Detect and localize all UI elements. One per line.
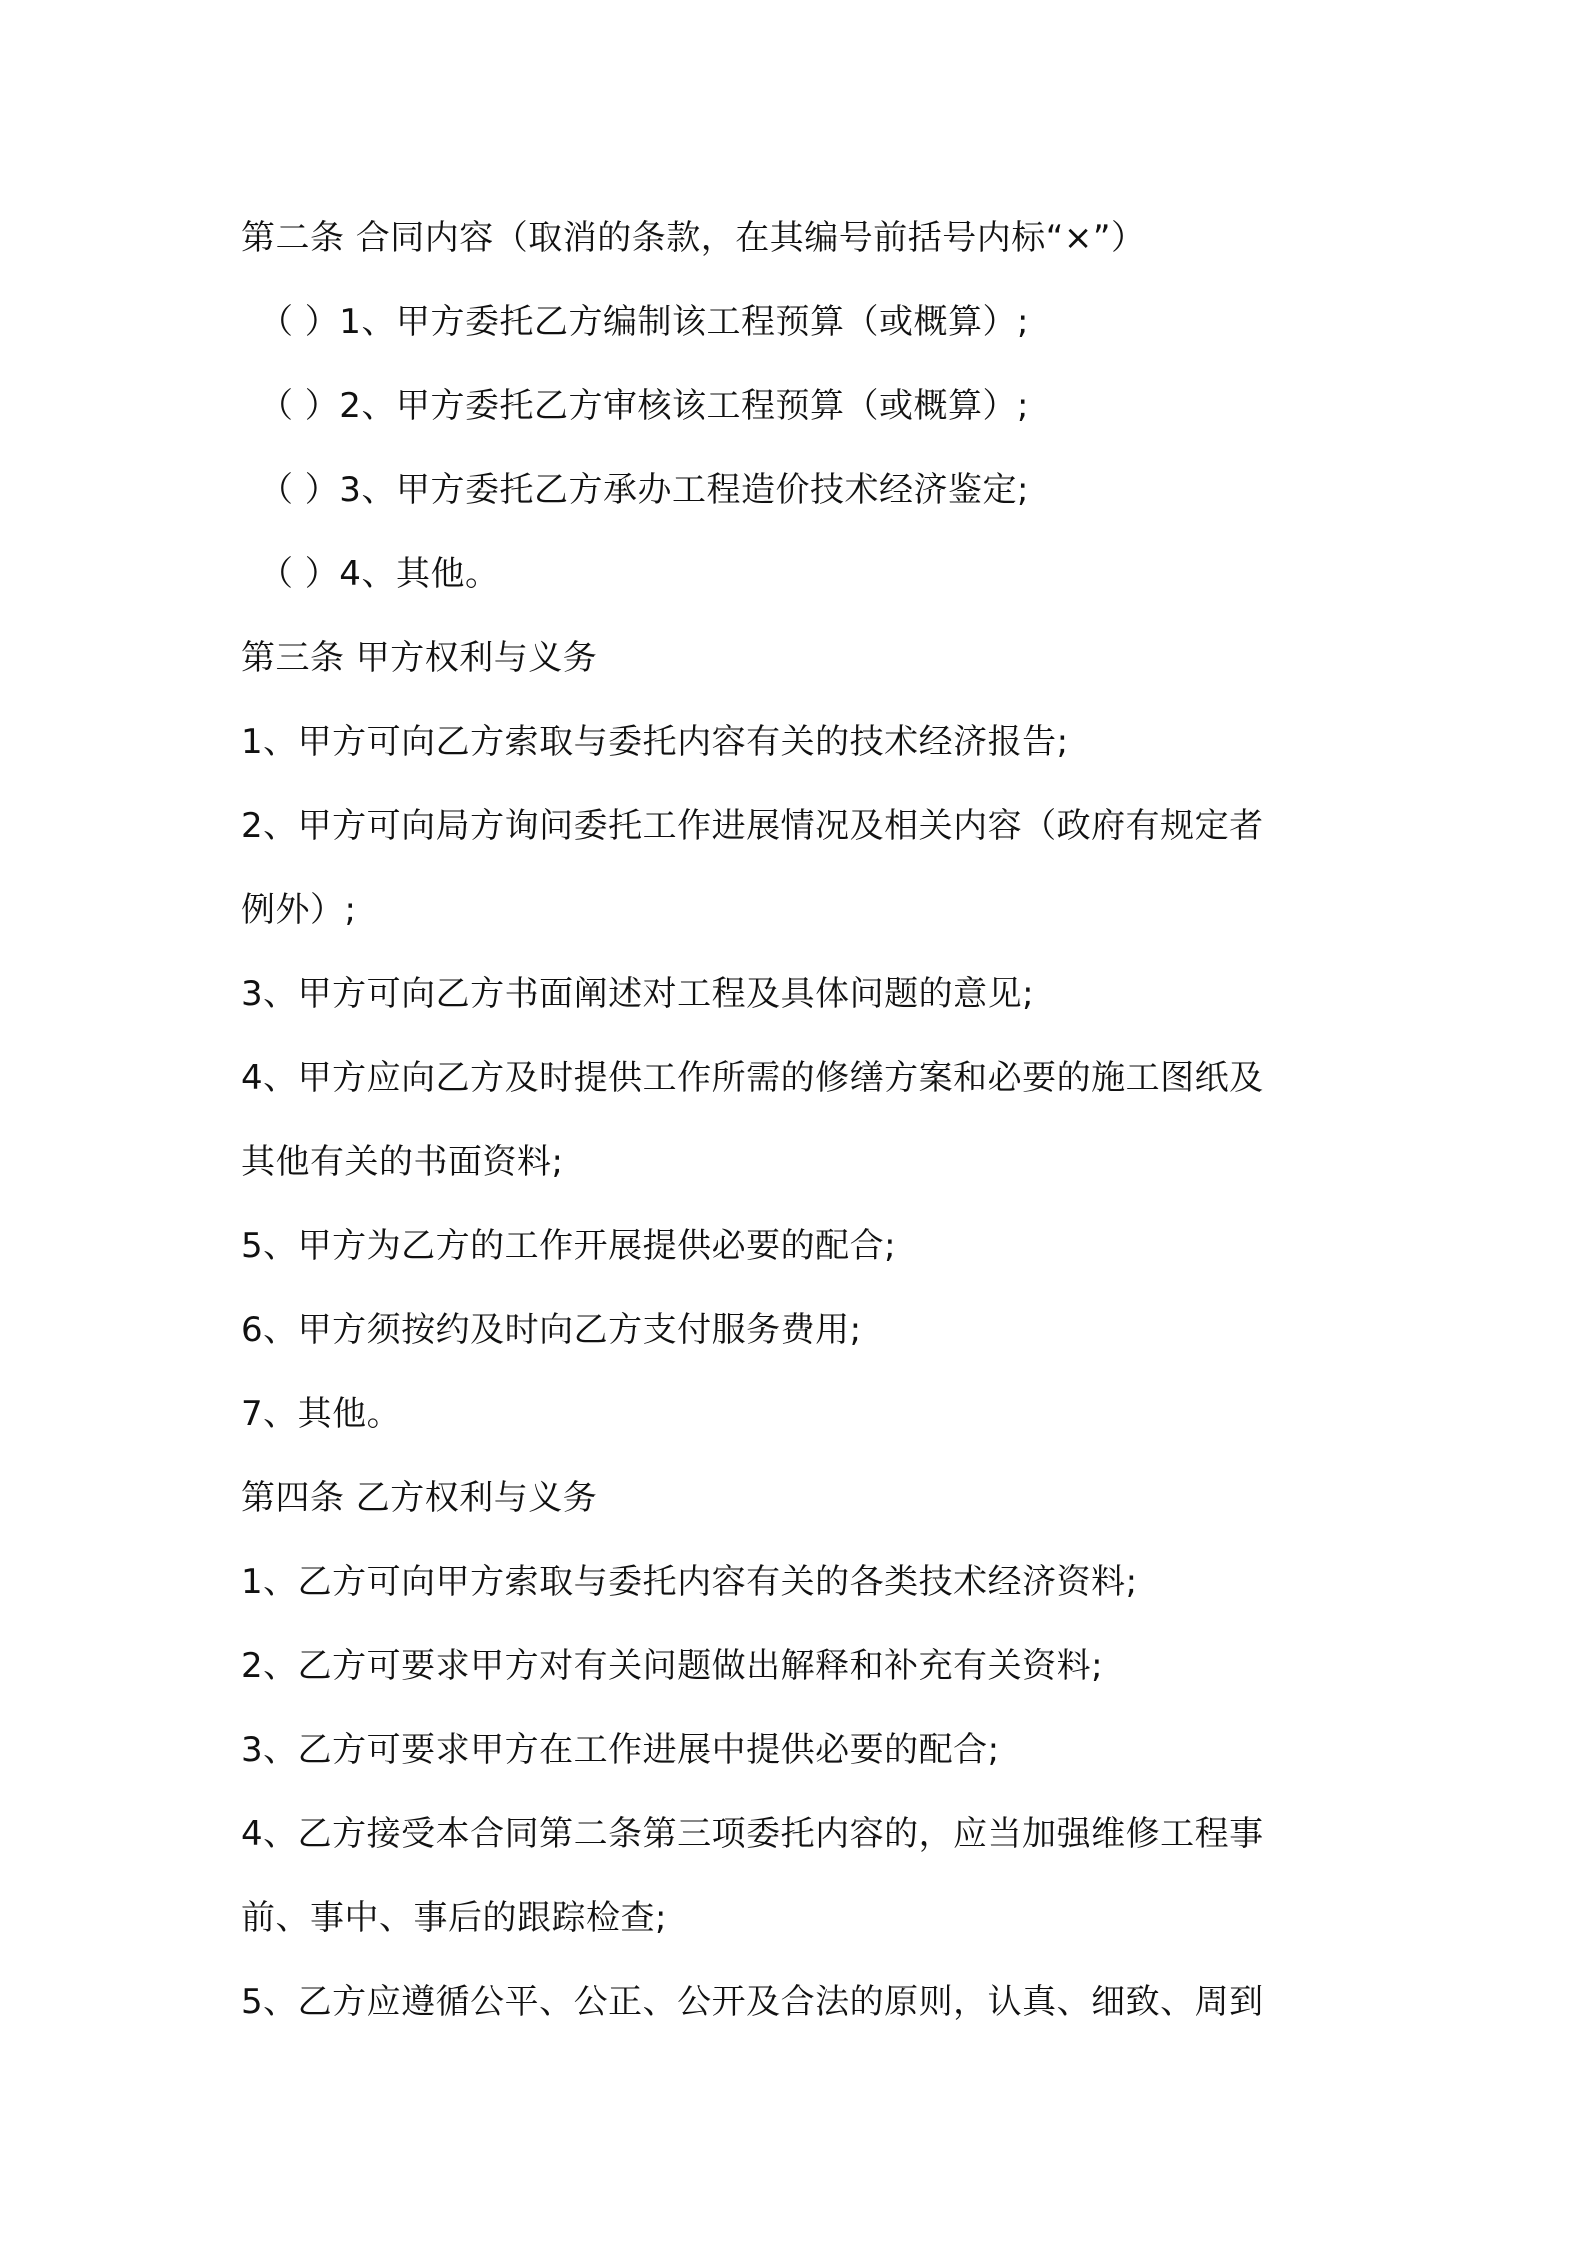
article-3-item-6: 6、甲方须按约及时向乙方支付服务费用;	[241, 1310, 862, 1350]
article-2-item-1: （ ）1、甲方委托乙方编制该工程预算（或概算）;	[259, 302, 1029, 342]
article-3-item-4-cont: 其他有关的书面资料;	[241, 1142, 564, 1182]
article-4-item-5: 5、乙方应遵循公平、公正、公开及合法的原则，认真、细致、周到	[241, 1982, 1264, 2022]
article-2-item-3: （ ）3、甲方委托乙方承办工程造价技术经济鉴定;	[259, 470, 1029, 510]
article-3-item-1: 1、甲方可向乙方索取与委托内容有关的技术经济报告;	[241, 722, 1069, 762]
article-4-item-4: 4、乙方接受本合同第二条第三项委托内容的，应当加强维修工程事	[241, 1814, 1264, 1854]
article-4-item-3: 3、乙方可要求甲方在工作进展中提供必要的配合;	[241, 1730, 1000, 1770]
article-4-heading: 第四条 乙方权利与义务	[241, 1478, 598, 1518]
article-4-item-2: 2、乙方可要求甲方对有关问题做出解释和补充有关资料;	[241, 1646, 1104, 1686]
article-4-item-1: 1、乙方可向甲方索取与委托内容有关的各类技术经济资料;	[241, 1562, 1138, 1602]
document-body	[241, 196, 1361, 2044]
article-3-item-3: 3、甲方可向乙方书面阐述对工程及具体问题的意见;	[241, 974, 1035, 1014]
article-3-item-7: 7、其他。	[241, 1394, 402, 1434]
article-3-heading: 第三条 甲方权利与义务	[241, 638, 598, 678]
article-3-item-4: 4、甲方应向乙方及时提供工作所需的修缮方案和必要的施工图纸及	[241, 1058, 1264, 1098]
article-2-item-2: （ ）2、甲方委托乙方审核该工程预算（或概算）;	[259, 386, 1029, 426]
article-2-item-4: （ ）4、其他。	[259, 554, 500, 594]
article-3-item-2-cont: 例外）;	[241, 890, 357, 930]
article-3-item-5: 5、甲方为乙方的工作开展提供必要的配合;	[241, 1226, 897, 1266]
article-4-item-4-cont: 前、事中、事后的跟踪检查;	[241, 1898, 667, 1938]
article-2-heading: 第二条 合同内容（取消的条款，在其编号前括号内标“×”）	[241, 218, 1146, 258]
article-3-item-2: 2、甲方可向局方询问委托工作进展情况及相关内容（政府有规定者	[241, 806, 1264, 846]
